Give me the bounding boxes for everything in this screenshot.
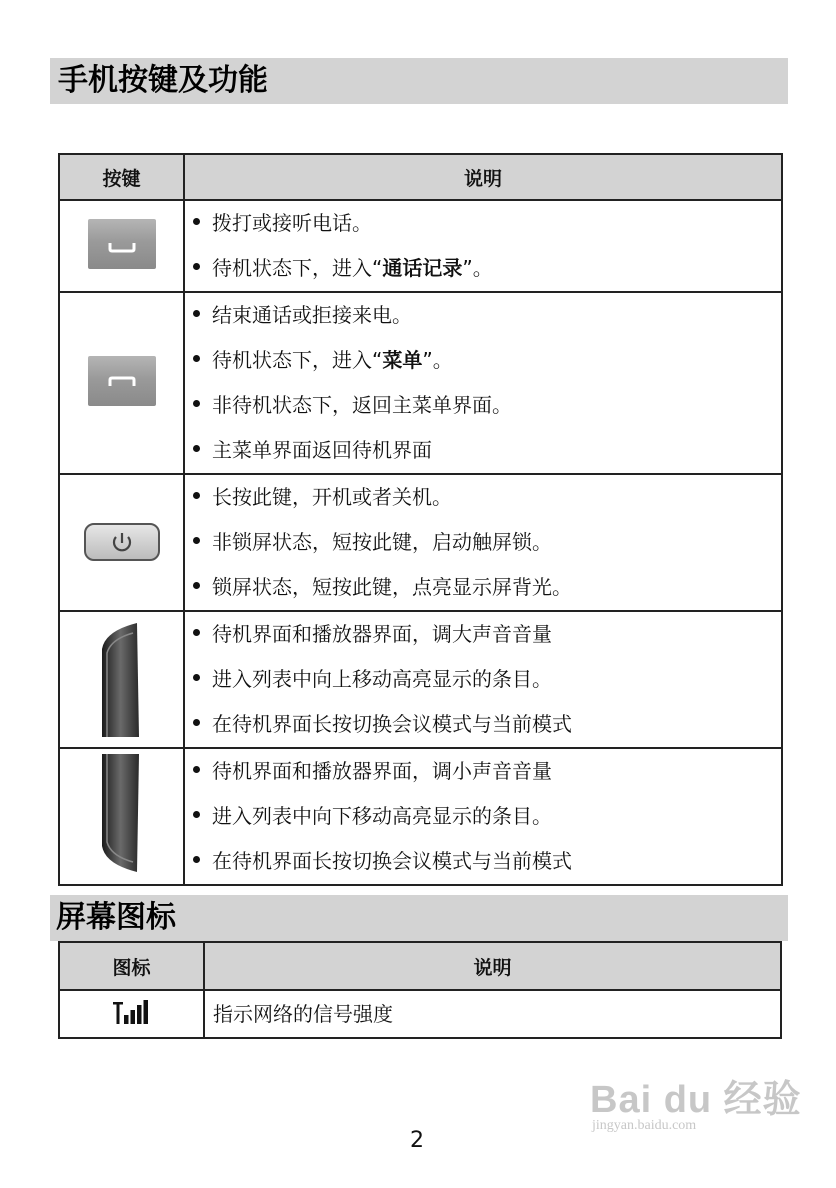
watermark-url: jingyan.baidu.com [592, 1118, 697, 1133]
volume-down-key-icon [97, 754, 147, 880]
icon-description: 指示网络的信号强度 [213, 1002, 393, 1026]
list-item: 待机界面和播放器界面，调小声音音量 [193, 749, 781, 794]
table-row [59, 474, 782, 611]
table-row [59, 990, 781, 1038]
column-header-desc: 说明 [204, 942, 781, 990]
section-title-keys: 手机按键及功能 [50, 58, 788, 104]
icons-table [58, 941, 782, 1039]
list-item: 待机状态下，进入“菜单”。 [193, 338, 781, 383]
page-number: 2 [410, 1128, 424, 1153]
list-item: 进入列表中向下移动高亮显示的条目。 [193, 794, 781, 839]
column-header-key: 按键 [59, 154, 184, 200]
list-item: 在待机界面长按切换会议模式与当前模式 [193, 839, 781, 884]
section-title-screen-icons: 屏幕图标 [50, 895, 788, 941]
list-item: 在待机界面长按切换会议模式与当前模式 [193, 702, 781, 747]
power-key-icon [84, 523, 160, 561]
list-item: 非锁屏状态，短按此键，启动触屏锁。 [193, 520, 781, 565]
call-key-icon [88, 219, 156, 269]
list-item: 非待机状态下，返回主菜单界面。 [193, 383, 781, 428]
list-item: 待机状态下，进入“通话记录”。 [193, 246, 781, 291]
signal-strength-icon [112, 1000, 152, 1028]
list-item: 主菜单界面返回待机界面 [193, 428, 781, 473]
list-item: 锁屏状态，短按此键，点亮显示屏背光。 [193, 565, 781, 610]
column-header-icon: 图标 [59, 942, 204, 990]
table-header-row [59, 154, 782, 200]
table-row [59, 292, 782, 474]
table-row [59, 748, 782, 885]
end-key-icon [88, 356, 156, 406]
list-item: 拨打或接听电话。 [193, 201, 781, 246]
table-row [59, 611, 782, 748]
list-item: 结束通话或拒接来电。 [193, 293, 781, 338]
volume-up-key-icon [97, 619, 147, 741]
keys-table [58, 153, 783, 886]
list-item: 待机界面和播放器界面，调大声音音量 [193, 612, 781, 657]
watermark [590, 1068, 802, 1133]
list-item: 长按此键，开机或者关机。 [193, 475, 781, 520]
table-header-row [59, 942, 781, 990]
list-item: 进入列表中向上移动高亮显示的条目。 [193, 657, 781, 702]
column-header-desc: 说明 [184, 154, 782, 200]
watermark-logo: Bai du 经验 [590, 1079, 802, 1121]
table-row [59, 200, 782, 292]
